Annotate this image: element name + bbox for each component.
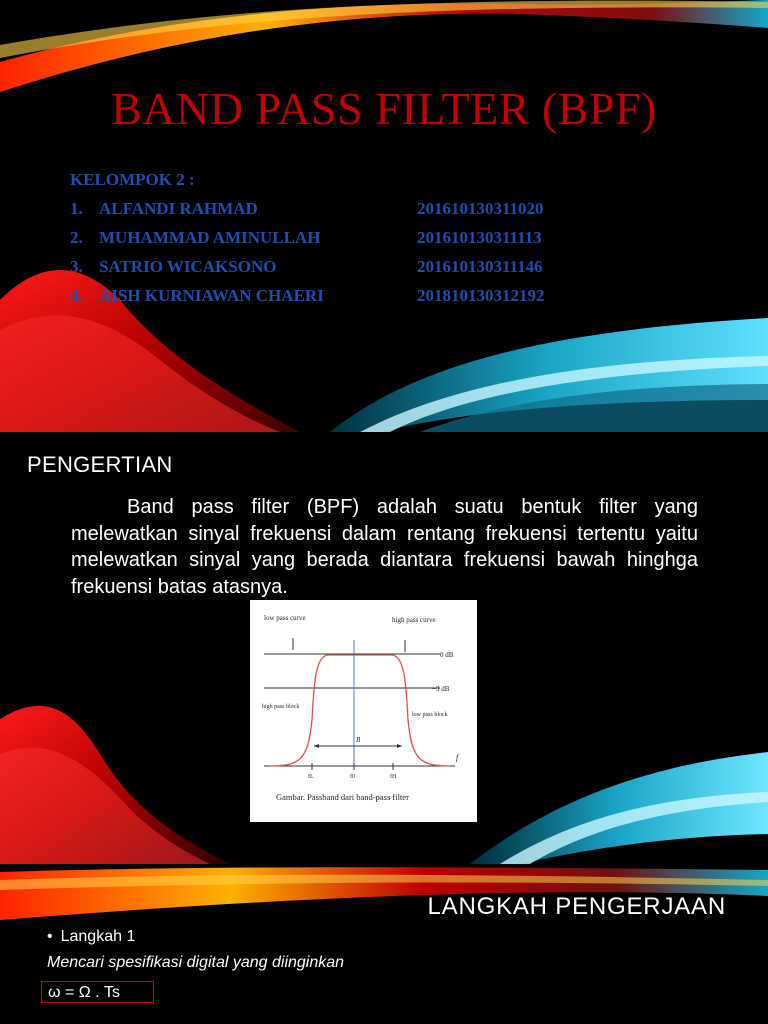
high-pass-curve-label: high pass curve (392, 616, 436, 624)
f-high-label: fH (390, 774, 397, 780)
low-pass-curve-label: low pass curve (264, 614, 306, 622)
member-number: 1. (70, 199, 83, 218)
member-name: AISH KURNIAWAN CHAERI (99, 286, 324, 305)
member-id: 201610130311146 (417, 257, 543, 276)
bullet-icon: • (47, 928, 53, 945)
member-row (70, 286, 545, 315)
member-row (70, 228, 545, 257)
member-row (70, 257, 545, 286)
step-description: Mencari spesifikasi digital yang diinginkan (47, 954, 345, 971)
group-list (70, 170, 545, 315)
member-name: SATRIO WICAKSONO (99, 257, 277, 276)
f-center-label: f0 (350, 774, 355, 780)
title-slide (0, 0, 768, 432)
member-row (70, 199, 545, 228)
bandwidth-label: B (356, 736, 361, 744)
definition-paragraph: Band pass filter (BPF) adalah suatu bentuk filter yang melewatkan sinyal frekuensi dalam rentang frekuensi tertentu yaitu melewatkan sinyal yang berada diantara frekuensi bawah hinghga frekuensi batas atasnya. (71, 496, 698, 598)
step-bullet (47, 928, 135, 946)
zero-db-label: 0 dB (440, 651, 454, 659)
passband-curve (270, 655, 450, 766)
member-name: MUHAMMAD AMINULLAH (99, 228, 321, 247)
minus3-db-label: −3 dB (432, 685, 450, 693)
member-id: 201610130311113 (417, 228, 542, 247)
member-id: 201810130312192 (417, 286, 545, 305)
figure-caption: Gambar. Passband dari band-pass filter (276, 792, 409, 802)
passband-figure (250, 600, 477, 822)
member-number: 2. (70, 228, 83, 247)
slide-title: BAND PASS FILTER (BPF) (111, 83, 657, 134)
section-title: LANGKAH PENGERJAAN (427, 893, 726, 920)
member-id: 201610130311020 (417, 199, 544, 218)
low-pass-block-label: low pass block (412, 712, 448, 718)
section-title: PENGERTIAN (27, 452, 173, 477)
f-axis-label: f (456, 753, 459, 762)
step-label: Langkah 1 (60, 928, 136, 945)
f-low-label: fL (308, 774, 314, 780)
group-label: KELOMPOK 2 : (70, 170, 195, 189)
member-number: 3. (70, 257, 83, 276)
member-number: 4. (70, 286, 83, 305)
high-pass-block-label: high pass block (262, 704, 300, 710)
member-name: ALFANDI RAHMAD (99, 199, 258, 218)
formula-box: ω = Ω . Ts (41, 981, 154, 1003)
